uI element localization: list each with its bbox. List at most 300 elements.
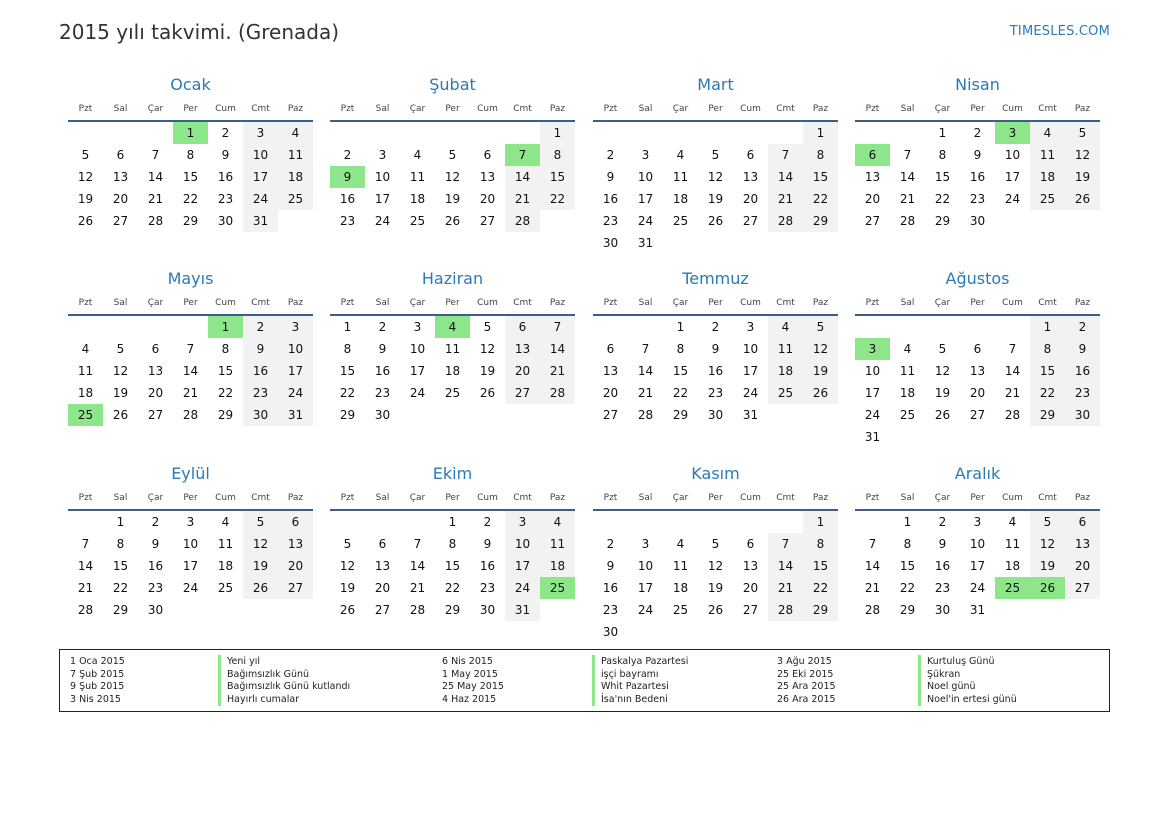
day-cell: 27 bbox=[602, 408, 619, 422]
empty-cell bbox=[628, 316, 663, 338]
empty-cell bbox=[855, 316, 890, 338]
day-cell: 23 bbox=[217, 192, 234, 206]
day-cell: 1 bbox=[208, 316, 243, 338]
day-cell: 25 bbox=[672, 603, 689, 617]
day-cell: 30 bbox=[374, 408, 391, 422]
day-cell: 8 bbox=[1030, 338, 1065, 360]
day-cell: 1 bbox=[938, 126, 947, 140]
day-cell: 12 bbox=[1030, 533, 1065, 555]
holiday-date: 26 Ara 2015 bbox=[777, 693, 836, 705]
day-cell: 8 bbox=[803, 533, 838, 555]
day-cell: 15 bbox=[803, 555, 838, 577]
day-cell: 30 bbox=[217, 214, 234, 228]
day-cell: 26 bbox=[479, 386, 496, 400]
day-cell: 26 bbox=[707, 603, 724, 617]
day-cell: 17 bbox=[969, 559, 986, 573]
day-cell: 17 bbox=[374, 192, 391, 206]
weekday-header bbox=[855, 294, 1100, 316]
day-cell: 20 bbox=[1065, 555, 1100, 577]
day-cell: 19 bbox=[1065, 166, 1100, 188]
day-cell: 30 bbox=[243, 404, 278, 426]
weekday-label: Per bbox=[445, 104, 460, 114]
day-cell: 27 bbox=[1065, 577, 1100, 599]
empty-cell bbox=[768, 621, 803, 643]
weekday-label: Cmt bbox=[513, 493, 532, 503]
day-cell: 16 bbox=[602, 581, 619, 595]
day-cell: 13 bbox=[1065, 533, 1100, 555]
day-cell: 29 bbox=[934, 214, 951, 228]
empty-cell bbox=[593, 316, 628, 338]
empty-cell bbox=[995, 316, 1030, 338]
day-cell: 22 bbox=[1030, 382, 1065, 404]
holiday-name: Paskalya Pazartesi bbox=[592, 655, 688, 668]
day-cell: 25 bbox=[444, 386, 461, 400]
day-cell: 23 bbox=[707, 386, 724, 400]
day-cell: 3 bbox=[973, 515, 982, 529]
empty-cell bbox=[628, 621, 663, 643]
site-link[interactable]: TIMESLES.COM bbox=[1009, 24, 1110, 39]
day-cell: 1 bbox=[448, 515, 457, 529]
holiday-date: 1 May 2015 bbox=[442, 668, 498, 680]
day-cell: 5 bbox=[938, 342, 947, 356]
day-cell: 22 bbox=[182, 192, 199, 206]
day-cell: 11 bbox=[77, 364, 94, 378]
day-cell: 29 bbox=[112, 603, 129, 617]
day-cell: 13 bbox=[602, 364, 619, 378]
day-cell: 7 bbox=[81, 537, 90, 551]
empty-cell bbox=[365, 122, 400, 144]
empty-cell bbox=[505, 122, 540, 144]
weekday-label: Çar bbox=[672, 493, 689, 503]
empty-cell bbox=[208, 599, 243, 621]
weekday-label: Paz bbox=[812, 104, 829, 114]
day-cell: 5 bbox=[1030, 511, 1065, 533]
days-grid bbox=[330, 511, 575, 621]
day-cell: 19 bbox=[707, 581, 724, 595]
day-cell: 10 bbox=[278, 338, 313, 360]
day-cell: 3 bbox=[378, 148, 387, 162]
day-cell: 26 bbox=[339, 603, 356, 617]
day-cell: 29 bbox=[182, 214, 199, 228]
empty-cell bbox=[68, 511, 103, 533]
day-cell: 5 bbox=[116, 342, 125, 356]
empty-cell bbox=[698, 232, 733, 254]
day-cell: 24 bbox=[1004, 192, 1021, 206]
day-cell: 2 bbox=[711, 320, 720, 334]
day-cell: 18 bbox=[899, 386, 916, 400]
day-cell: 7 bbox=[186, 342, 195, 356]
holiday-date: 7 Şub 2015 bbox=[70, 668, 125, 680]
day-cell: 25 bbox=[217, 581, 234, 595]
day-cell: 23 bbox=[243, 382, 278, 404]
day-cell: 8 bbox=[116, 537, 125, 551]
day-cell: 22 bbox=[672, 386, 689, 400]
empty-cell bbox=[733, 122, 768, 144]
page-title: 2015 yılı takvimi. (Grenada) bbox=[59, 20, 340, 44]
day-cell: 18 bbox=[1004, 559, 1021, 573]
holiday-name: Noel günü bbox=[918, 680, 976, 693]
weekday-label: Sal bbox=[638, 298, 653, 308]
day-cell: 2 bbox=[151, 515, 160, 529]
day-cell: 6 bbox=[505, 316, 540, 338]
day-cell: 12 bbox=[339, 559, 356, 573]
day-cell: 12 bbox=[707, 170, 724, 184]
holiday-name: Şükran bbox=[918, 668, 960, 681]
day-cell: 31 bbox=[637, 236, 654, 250]
day-cell: 14 bbox=[899, 170, 916, 184]
day-cell: 4 bbox=[81, 342, 90, 356]
day-cell: 6 bbox=[116, 148, 125, 162]
day-cell: 9 bbox=[973, 148, 982, 162]
weekday-label: Paz bbox=[1074, 104, 1091, 114]
day-cell: 24 bbox=[864, 408, 881, 422]
day-cell: 13 bbox=[147, 364, 164, 378]
day-cell: 14 bbox=[409, 559, 426, 573]
holiday-date: 3 Nis 2015 bbox=[70, 693, 121, 705]
weekday-label: Paz bbox=[549, 493, 566, 503]
day-cell: 30 bbox=[479, 603, 496, 617]
day-cell: 13 bbox=[479, 170, 496, 184]
month-name: Temmuz bbox=[682, 269, 749, 288]
month-calendar bbox=[593, 268, 838, 426]
day-cell: 20 bbox=[479, 192, 496, 206]
empty-cell bbox=[1065, 599, 1100, 621]
day-cell: 8 bbox=[186, 148, 195, 162]
day-cell: 15 bbox=[899, 559, 916, 573]
weekday-label: Per bbox=[183, 298, 198, 308]
day-cell: 4 bbox=[278, 122, 313, 144]
weekday-label: Sal bbox=[900, 104, 915, 114]
day-cell: 9 bbox=[483, 537, 492, 551]
weekday-label: Pzt bbox=[865, 104, 880, 114]
day-cell: 4 bbox=[1008, 515, 1017, 529]
day-cell: 20 bbox=[278, 555, 313, 577]
month-name: Haziran bbox=[421, 269, 484, 288]
weekday-label: Paz bbox=[549, 298, 566, 308]
weekday-label: Çar bbox=[409, 493, 426, 503]
day-cell: 7 bbox=[868, 537, 877, 551]
weekday-header bbox=[68, 294, 313, 316]
weekday-label: Çar bbox=[409, 104, 426, 114]
holiday-name: Kurtuluş Günü bbox=[918, 655, 994, 668]
empty-cell bbox=[400, 404, 435, 426]
day-cell: 8 bbox=[448, 537, 457, 551]
empty-cell bbox=[173, 316, 208, 338]
day-cell: 13 bbox=[374, 559, 391, 573]
day-cell: 17 bbox=[637, 192, 654, 206]
weekday-label: Pzt bbox=[865, 298, 880, 308]
day-cell: 24 bbox=[182, 581, 199, 595]
day-cell: 17 bbox=[409, 364, 426, 378]
holiday-date: 25 May 2015 bbox=[442, 681, 504, 692]
day-cell: 9 bbox=[243, 338, 278, 360]
day-cell: 10 bbox=[182, 537, 199, 551]
weekday-label: Cmt bbox=[776, 104, 795, 114]
day-cell: 26 bbox=[444, 214, 461, 228]
weekday-label: Cum bbox=[477, 104, 498, 114]
day-cell: 6 bbox=[483, 148, 492, 162]
day-cell: 23 bbox=[147, 581, 164, 595]
day-cell: 16 bbox=[147, 559, 164, 573]
day-cell: 3 bbox=[505, 511, 540, 533]
day-cell: 16 bbox=[1065, 360, 1100, 382]
day-cell: 14 bbox=[768, 555, 803, 577]
empty-cell bbox=[138, 316, 173, 338]
weekday-label: Paz bbox=[287, 298, 304, 308]
day-cell: 3 bbox=[641, 148, 650, 162]
holiday-date: 1 Oca 2015 bbox=[70, 656, 125, 667]
day-cell: 25 bbox=[768, 382, 803, 404]
day-cell: 28 bbox=[768, 599, 803, 621]
day-cell: 29 bbox=[1030, 404, 1065, 426]
day-cell: 26 bbox=[1030, 577, 1065, 599]
day-cell: 13 bbox=[278, 533, 313, 555]
month-name: Şubat bbox=[429, 75, 476, 94]
days-grid bbox=[330, 122, 575, 232]
day-cell: 26 bbox=[77, 214, 94, 228]
day-cell: 29 bbox=[672, 408, 689, 422]
day-cell: 8 bbox=[676, 342, 685, 356]
day-cell: 14 bbox=[768, 166, 803, 188]
day-cell: 18 bbox=[278, 166, 313, 188]
empty-cell bbox=[663, 122, 698, 144]
day-cell: 16 bbox=[217, 170, 234, 184]
day-cell: 21 bbox=[147, 192, 164, 206]
day-cell: 10 bbox=[637, 170, 654, 184]
weekday-label: Cmt bbox=[513, 104, 532, 114]
weekday-label: Paz bbox=[812, 493, 829, 503]
month-calendar bbox=[855, 74, 1100, 232]
day-cell: 19 bbox=[1030, 555, 1065, 577]
empty-cell bbox=[400, 122, 435, 144]
day-cell: 28 bbox=[768, 210, 803, 232]
day-cell: 27 bbox=[479, 214, 496, 228]
weekday-header bbox=[330, 489, 575, 511]
month-name: Ağustos bbox=[945, 269, 1010, 288]
day-cell: 28 bbox=[147, 214, 164, 228]
day-cell: 18 bbox=[217, 559, 234, 573]
weekday-label: Çar bbox=[409, 298, 426, 308]
day-cell: 19 bbox=[243, 555, 278, 577]
day-cell: 13 bbox=[742, 559, 759, 573]
empty-cell bbox=[960, 316, 995, 338]
day-cell: 18 bbox=[672, 192, 689, 206]
day-cell: 20 bbox=[742, 192, 759, 206]
weekday-label: Pzt bbox=[865, 493, 880, 503]
day-cell: 11 bbox=[1030, 144, 1065, 166]
day-cell: 3 bbox=[186, 515, 195, 529]
day-cell: 14 bbox=[864, 559, 881, 573]
day-cell: 20 bbox=[505, 360, 540, 382]
weekday-label: Cmt bbox=[776, 493, 795, 503]
weekday-label: Cum bbox=[740, 104, 761, 114]
day-cell: 28 bbox=[540, 382, 575, 404]
days-grid bbox=[330, 316, 575, 426]
day-cell: 30 bbox=[147, 603, 164, 617]
weekday-header bbox=[855, 489, 1100, 511]
month-name: Ocak bbox=[170, 75, 211, 94]
day-cell: 16 bbox=[602, 192, 619, 206]
weekday-label: Cmt bbox=[1038, 104, 1057, 114]
day-cell: 6 bbox=[973, 342, 982, 356]
day-cell: 5 bbox=[343, 537, 352, 551]
day-cell: 23 bbox=[339, 214, 356, 228]
day-cell: 3 bbox=[243, 122, 278, 144]
day-cell: 25 bbox=[1030, 188, 1065, 210]
month-calendar bbox=[855, 268, 1100, 448]
day-cell: 17 bbox=[505, 555, 540, 577]
empty-cell bbox=[803, 621, 838, 643]
day-cell: 10 bbox=[374, 170, 391, 184]
empty-cell bbox=[803, 232, 838, 254]
day-cell: 18 bbox=[672, 581, 689, 595]
day-cell: 7 bbox=[768, 144, 803, 166]
day-cell: 5 bbox=[711, 148, 720, 162]
day-cell: 21 bbox=[540, 360, 575, 382]
days-grid bbox=[68, 511, 313, 621]
holiday-date: 3 Ağu 2015 bbox=[777, 656, 832, 667]
day-cell: 5 bbox=[803, 316, 838, 338]
day-cell: 13 bbox=[112, 170, 129, 184]
empty-cell bbox=[365, 511, 400, 533]
day-cell: 25 bbox=[899, 408, 916, 422]
day-cell: 31 bbox=[969, 603, 986, 617]
weekday-header bbox=[330, 100, 575, 122]
day-cell: 3 bbox=[641, 537, 650, 551]
weekday-label: Cmt bbox=[251, 104, 270, 114]
empty-cell bbox=[330, 511, 365, 533]
day-cell: 27 bbox=[969, 408, 986, 422]
empty-cell bbox=[470, 122, 505, 144]
day-cell: 31 bbox=[864, 430, 881, 444]
month-name: Mart bbox=[697, 75, 734, 94]
day-cell: 8 bbox=[343, 342, 352, 356]
day-cell: 11 bbox=[899, 364, 916, 378]
day-cell: 3 bbox=[278, 316, 313, 338]
day-cell: 21 bbox=[409, 581, 426, 595]
day-cell: 27 bbox=[112, 214, 129, 228]
weekday-label: Per bbox=[183, 104, 198, 114]
day-cell: 6 bbox=[606, 342, 615, 356]
day-cell: 1 bbox=[343, 320, 352, 334]
weekday-label: Cum bbox=[215, 298, 236, 308]
weekday-header bbox=[855, 100, 1100, 122]
days-grid bbox=[855, 316, 1100, 448]
day-cell: 28 bbox=[77, 603, 94, 617]
weekday-label: Sal bbox=[375, 493, 390, 503]
day-cell: 18 bbox=[540, 555, 575, 577]
day-cell: 14 bbox=[637, 364, 654, 378]
day-cell: 3 bbox=[413, 320, 422, 334]
day-cell: 9 bbox=[1065, 338, 1100, 360]
weekday-label: Çar bbox=[672, 104, 689, 114]
day-cell: 24 bbox=[742, 386, 759, 400]
day-cell: 16 bbox=[339, 192, 356, 206]
day-cell: 24 bbox=[637, 214, 654, 228]
day-cell: 4 bbox=[221, 515, 230, 529]
day-cell: 6 bbox=[278, 511, 313, 533]
empty-cell bbox=[68, 316, 103, 338]
day-cell: 21 bbox=[77, 581, 94, 595]
empty-cell bbox=[593, 122, 628, 144]
holiday-name: Yeni yıl bbox=[218, 655, 260, 668]
day-cell: 5 bbox=[448, 148, 457, 162]
weekday-label: Pzt bbox=[78, 104, 93, 114]
day-cell: 17 bbox=[742, 364, 759, 378]
day-cell: 16 bbox=[707, 364, 724, 378]
empty-cell bbox=[505, 404, 540, 426]
weekday-label: Çar bbox=[934, 104, 951, 114]
days-grid bbox=[855, 511, 1100, 621]
empty-cell bbox=[628, 122, 663, 144]
day-cell: 7 bbox=[641, 342, 650, 356]
weekday-label: Cum bbox=[477, 493, 498, 503]
empty-cell bbox=[1065, 426, 1100, 448]
day-cell: 17 bbox=[278, 360, 313, 382]
day-cell: 22 bbox=[803, 577, 838, 599]
weekday-label: Cum bbox=[740, 493, 761, 503]
holiday-legend bbox=[59, 649, 1110, 712]
day-cell: 12 bbox=[934, 364, 951, 378]
weekday-label: Per bbox=[708, 493, 723, 503]
empty-cell bbox=[663, 621, 698, 643]
weekday-header bbox=[593, 489, 838, 511]
empty-cell bbox=[925, 316, 960, 338]
day-cell: 3 bbox=[746, 320, 755, 334]
day-cell: 21 bbox=[182, 386, 199, 400]
day-cell: 28 bbox=[182, 408, 199, 422]
day-cell: 27 bbox=[278, 577, 313, 599]
holiday-date: 6 Nis 2015 bbox=[442, 656, 493, 667]
day-cell: 28 bbox=[899, 214, 916, 228]
day-cell: 17 bbox=[637, 581, 654, 595]
weekday-label: Paz bbox=[1074, 298, 1091, 308]
empty-cell bbox=[138, 122, 173, 144]
weekday-label: Per bbox=[708, 104, 723, 114]
weekday-label: Sal bbox=[638, 493, 653, 503]
day-cell: 9 bbox=[378, 342, 387, 356]
day-cell: 4 bbox=[413, 148, 422, 162]
day-cell: 4 bbox=[676, 537, 685, 551]
day-cell: 20 bbox=[602, 386, 619, 400]
day-cell: 22 bbox=[339, 386, 356, 400]
days-grid bbox=[68, 316, 313, 426]
day-cell: 8 bbox=[938, 148, 947, 162]
day-cell: 4 bbox=[903, 342, 912, 356]
day-cell: 19 bbox=[803, 360, 838, 382]
day-cell: 31 bbox=[742, 408, 759, 422]
day-cell: 16 bbox=[243, 360, 278, 382]
day-cell: 15 bbox=[540, 166, 575, 188]
weekday-label: Per bbox=[183, 493, 198, 503]
month-name: Ekim bbox=[432, 464, 473, 483]
day-cell: 23 bbox=[969, 192, 986, 206]
day-cell: 27 bbox=[374, 603, 391, 617]
day-cell: 16 bbox=[934, 559, 951, 573]
weekday-label: Sal bbox=[900, 493, 915, 503]
day-cell: 22 bbox=[112, 581, 129, 595]
month-calendar bbox=[593, 74, 838, 254]
day-cell: 7 bbox=[505, 144, 540, 166]
day-cell: 2 bbox=[243, 316, 278, 338]
empty-cell bbox=[995, 210, 1030, 232]
day-cell: 28 bbox=[505, 210, 540, 232]
day-cell: 29 bbox=[339, 408, 356, 422]
empty-cell bbox=[243, 599, 278, 621]
day-cell: 18 bbox=[409, 192, 426, 206]
day-cell: 23 bbox=[602, 214, 619, 228]
day-cell: 19 bbox=[77, 192, 94, 206]
